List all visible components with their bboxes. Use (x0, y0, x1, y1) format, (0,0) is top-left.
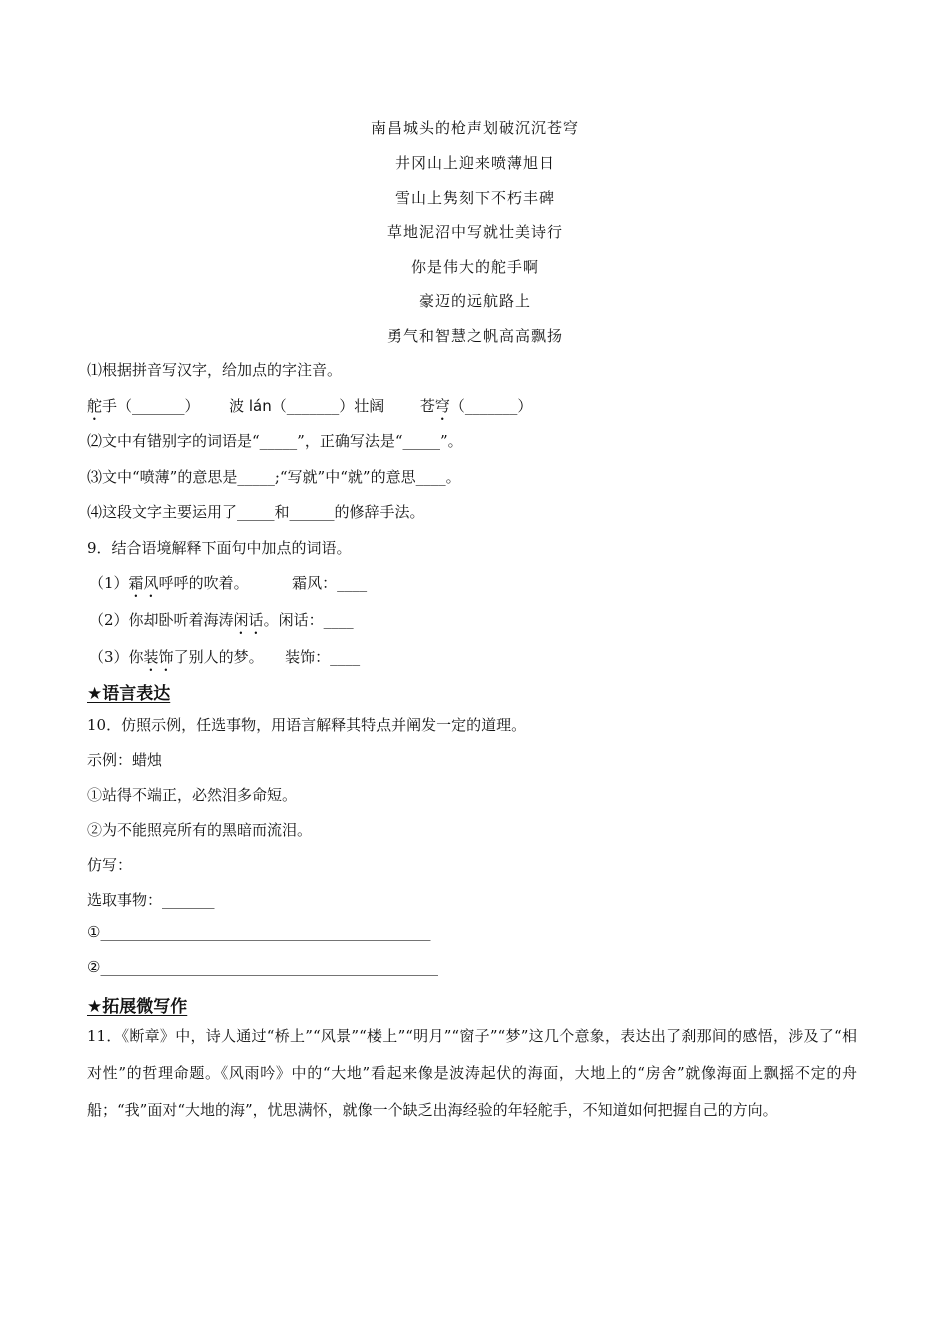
q9-answer-blank: 霜风：____ (292, 574, 368, 592)
q11-text: 11．《断章》中，诗人通过“桥上”“风景”“楼上”“明月”“窗子”“梦”这几个意象，表达出了刹那间的感悟，涉及了“相对性”的哲理命题。《风雨吟》中的“大地”看起来像是波涛起伏的海面，大地上的“房舍”就像海面上飘摇不定的舟船；“我”面对“大地的海”，忧思满怀，就像一个缺乏出海经验的年轻舵手，不知道如何把握自己的方向。 (87, 1027, 857, 1119)
q8-sub1: ⑴根据拼音写汉字，给加点的字注音。 (87, 361, 343, 379)
dotted-word: 霜风 (128, 574, 159, 592)
pinyin-text: lán (248, 397, 272, 415)
dotted-word: 闲话 (233, 611, 264, 629)
q9-item-post: 呼呼的吹着。 (158, 574, 249, 592)
q10-example-label: 示例：蜡烛 (87, 751, 163, 769)
section-heading-writing: ★拓展微写作 (87, 997, 188, 1017)
q8-sub2: ⑵文中有错别字的词语是“_____”，正确写法是“_____”。 (87, 432, 463, 450)
q8-sub3: ⑶文中“喷薄”的意思是_____;“写就”中“就”的意思____。 (87, 468, 461, 486)
poem-line: 草地泥沼中写就壮美诗行 (386, 223, 563, 241)
poem-line: 南昌城头的枪声划破沉沉苍穹 (370, 119, 579, 137)
q9-item-pre: （2）你却卧听着海涛 (89, 611, 234, 629)
q9-item-pre: （1） (89, 574, 129, 592)
q9-item-post: 了别人的梦。 (173, 648, 264, 666)
q10-answer-line-2: ②_____________________________________________ (87, 958, 438, 976)
q10-answer-line-1: ①____________________________________________ (87, 923, 431, 941)
poem-line: 雪山上隽刻下不朽丰碑 (394, 189, 555, 207)
pinyin-item-c-char: 苍 (419, 397, 435, 415)
q10-example-1: ①站得不端正，必然泪多命短。 (87, 786, 298, 804)
q9-item-2 (89, 609, 354, 638)
dotted-char: 穹 (434, 397, 450, 415)
q10-imitate-label: 仿写： (87, 856, 133, 874)
q8-sub4: ⑷这段文字主要运用了_____和______的修辞手法。 (87, 503, 425, 521)
q10-example-2: ②为不能照亮所有的黑暗而流泪。 (87, 821, 313, 839)
q10-choose-object: 选取事物：_______ (87, 891, 215, 909)
pinyin-item-c: （_______） (449, 397, 533, 415)
q9-stem: 9．结合语境解释下面句中加点的词语。 (87, 539, 352, 557)
q9-item-3 (89, 646, 360, 675)
poem-line: 豪迈的远航路上 (418, 292, 531, 310)
dotted-word: 装饰 (143, 648, 174, 666)
poem-line: 勇气和智慧之帆高高飘扬 (386, 327, 563, 345)
pinyin-item-a: 手（_______） (102, 397, 200, 415)
q9-item-1 (89, 572, 367, 601)
pinyin-item-b-char: 波 (229, 397, 245, 415)
section-heading-language: ★语言表达 (87, 684, 171, 704)
q9-item-pre: （3）你 (89, 648, 144, 666)
q9-item-post: 。 (263, 611, 279, 629)
q9-answer-blank: 闲话：____ (278, 611, 354, 629)
dotted-char: 舵 (87, 397, 103, 415)
pinyin-item-b: （_______）壮阔 (271, 397, 385, 415)
q8-pinyin-row (87, 395, 532, 424)
q9-answer-blank: 装饰：____ (285, 648, 361, 666)
poem-line: 井冈山上迎来喷薄旭日 (394, 154, 555, 172)
q10-stem: 10．仿照示例，任选事物，用语言解释其特点并阐发一定的道理。 (87, 716, 527, 734)
poem-line: 你是伟大的舵手啊 (410, 258, 539, 276)
